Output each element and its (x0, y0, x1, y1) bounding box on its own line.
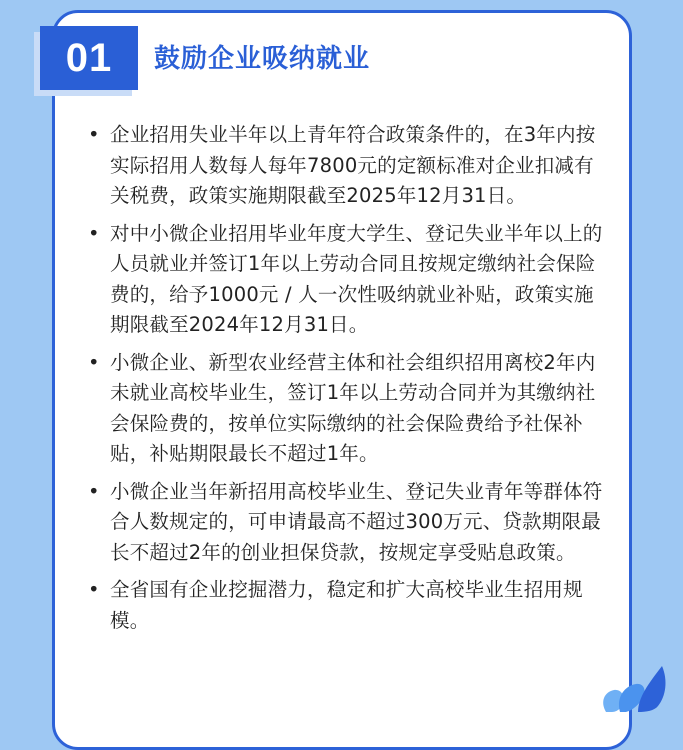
list-item-text: 全省国有企业挖掘潜力，稳定和扩大高校毕业生招用规模。 (110, 578, 583, 632)
list-item (88, 348, 608, 470)
policy-list (88, 120, 608, 643)
list-item (88, 219, 608, 341)
list-item-text: 企业招用失业半年以上青年符合政策条件的，在3年内按实际招用人数每人每年7800元的定额标准对企业扣减有关税费，政策实施期限截至2025年12月31日。 (110, 123, 596, 207)
leaf-decoration-icon (598, 662, 668, 712)
section-title: 鼓励企业吸纳就业 (154, 44, 371, 74)
list-item (88, 120, 608, 212)
bullet-dot-icon: • (88, 578, 100, 601)
list-item-text: 小微企业当年新招用高校毕业生、登记失业青年等群体符合人数规定的，可申请最高不超过300万元、贷款期限最长不超过2年的创业担保贷款，按规定享受贴息政策。 (110, 479, 603, 564)
bullet-dot-icon: • (88, 221, 100, 245)
bullet-dot-icon: • (88, 479, 100, 503)
bullet-dot-icon: • (88, 350, 100, 374)
list-item-text: 小微企业、新型农业经营主体和社会组织招用离校2年内未就业高校毕业生，签订1年以上劳动合同并为其缴纳社会保险费的，按单位实际缴纳的社会保险费给予社保补贴，补贴期限最长不超过1年。 (110, 350, 596, 465)
list-item-text: 对中小微企业招用毕业年度大学生、登记失业半年以上的人员就业并签订1年以上劳动合同且按规定缴纳社会保险费的，给予1000元 / 人一次性吸纳就业补贴，政策实施期限截至2024年12月31日。 (110, 221, 603, 336)
list-item (88, 575, 608, 636)
bullet-dot-icon: • (88, 123, 100, 146)
list-item (88, 477, 608, 569)
section-number-badge: 01 (40, 26, 138, 90)
